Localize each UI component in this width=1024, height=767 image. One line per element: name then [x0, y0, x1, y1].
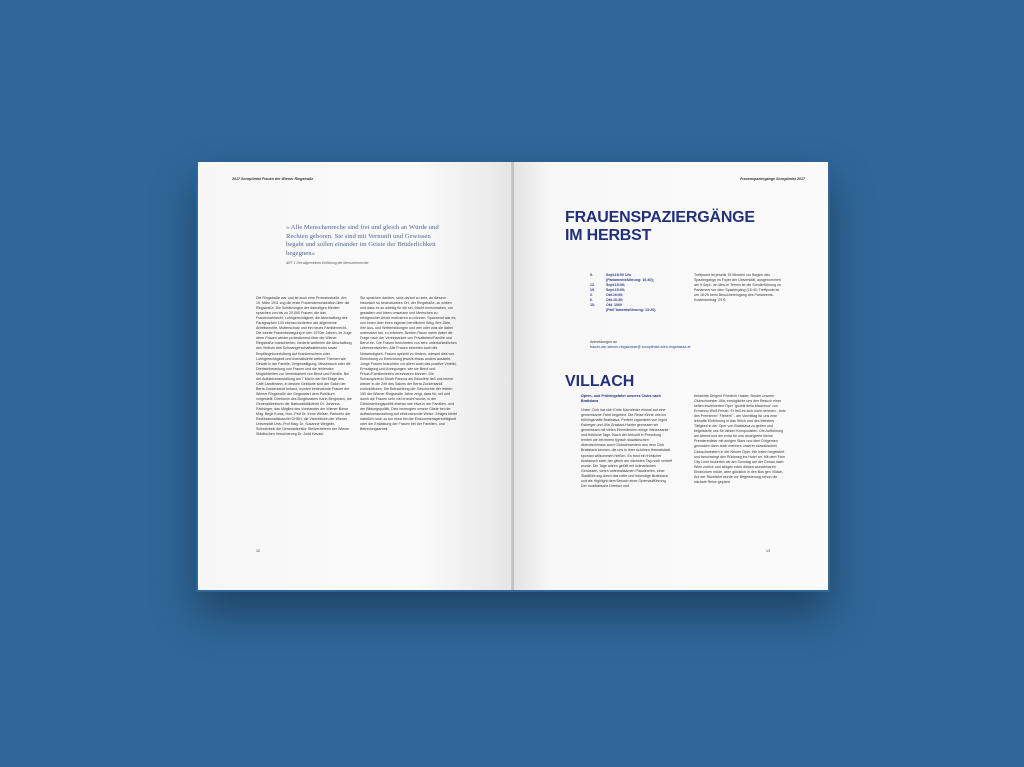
body-text: Die Ringstraße war und ist auch eine Protestsstraße. Am 19. März 1911 zog die erste Frauendemonstration über die Ringstraße. Die Schätzungen der damaligen Medien sprachen von bis zu 20.000 Frauen, die das Frauenwahlrecht, Lohngerechtigkeit, die Abschaffung des Paragraphen 144 ebenso forderten wie allgemeine Arbeitsrechte, Mutterschutz und ein neues Familienrecht. Die zweite Frauenbewegung in den 1970er Jahren, im Zuge derer Frauen wieder protestierend über die Wiener Ringstraße marschierten, forderte weiterhin die Abschaffung des Verbots des Schwangerschaftsabbruchs sowie Empfängnisverhütung auf Krankenschein oder Lohngerechtigkeit und thematisierte weitere Themen wie Gewalt in der Familie, Vergewaltigung, Missbrauch oder die Dreifachbelastung von Frauen und die fehlenden Möglichkeiten zur Vereinbarkeit von Beruf und Familie. Bei der Auftaktveranstaltung am 7 Mai in der Bel Etage des Cafe Landtmann, in dessen Gebäude sich der Salon der Berta Zuckerkandl befand, wurden bedeutende Frauen der Wiener Ringstraße der Gegenwart dem Publikum vorgestellt: Direktorin des Burgtheaters Karin Bergmann, die Generaldirektorin der Nationalbibliothek Dr. Johanna Rachinger, das Mitglied des Vorstandes der Wiener Börse Mag. Birgit Kuras, Hon.-Prof Dr. Irene Welser, Partnerin der Rechtsanwaltskanzlei CHSH, die Vizerektorin der Wiener Universität Univ.-Prof Mag. Dr. Susanne Weigelin-Schwiedrzik die Generaldirektor Stellvertreterin der Wiener Städtischen Versicherung Dr. Judit Havasi. [256, 296, 352, 437]
body-text: bekannte Dirigent Friedrich Haider, Bruder unserer Clubschwester Ulla, ermöglichte uns den Besuch einer selten inszenierten Oper "gioielli della Madonna" von Ermanno Wolf-Ferrari. Er ließ es sich nicht nehmen - trotz des Premieren" Fiebers" - am Vormittag für uns eine lebhafte Einführung in das Stück und des Meisters Tätigkeit in der Oper von Bratislava zu geben und begeisterte uns für diesen Komponisten. Die Aufführung am Abend und die extra für uns arrangierte kleine Premierenfeier mit einigen Stars und dem Dirigenten genossen dann auch mehrere unserer slowakischen Clubschwestern in der Neuen Oper. Wir traten begeistert und beschwingt den Rückweg ins Hotel an. Mit dem Twin City Liner tuckerten wir am Sonntag auf der Donau nach Wien zurück und stiegen nach diesen wunderbaren Eindrücken müde, aber glücklich in den Bus gen Villach. Auf der Rückfahrt wurde vor Begeisterung schon die nächste Reise geplant. [694, 394, 786, 484]
body-column-2 [694, 394, 786, 485]
title-line-1: FRAUENSPAZIERGÄNGE [565, 209, 755, 226]
meeting-info: Treffpunkt ist jeweils 15 Minuten vor Beginn des Spaziergangs im Foyer der Universität, ausgenommen am 9.Sept., an dies-m Termin ist die Sonderführung im Parlament vor dem Spaziergang (16:40; Treffpunkt ist um 16:25 beim Besuchereingang des Parlaments. Kostenbeitrag: 20 €; [694, 273, 781, 303]
date-item: 12. Sept.15:00; [590, 283, 626, 288]
right-page [514, 162, 828, 590]
title-line-2: IM HERBST [565, 227, 652, 244]
date-item: 19. Sept.15:00; [590, 288, 626, 293]
body-column-1 [256, 296, 352, 437]
date-item: (Parlamentsführung: 16:40); [606, 278, 654, 283]
quote-block [286, 224, 446, 265]
date-item: 6. Okt.16:30; [590, 298, 624, 303]
date-list [590, 273, 686, 313]
body-text: Unser Club hat sich Ende Mai wieder einmal auf eine gemeinsame Fahrt begeben: Die Reise führte uns ins frühlingshafte Bratislava. Perfekt organisiert von Ingrid Esberger und Ulla Graziani-Haider genossen wir gemeinsam mit vielen Ehemännern einige interessante und fröhliche Tage. Nach der Ankunft in Pressburg lernten wir bei einem typisch slowakischen Abendschmaus auch Clubschwestern aus dem Club Bratislava kennen, die uns in ihrer schönen Heimatstadt spontan willkommen hießen. Es fand ein fröhlicher Austausch statt, der gleich am nächsten Tag noch vertieft wurde. Die Tage waren gefüllt mit kulinarischen Genüssen, vielen unterhaltsamen Plaudereien, einer Stadtführung durch das nette und lebendige Bratislava und als Highlight dem Besuch einer Opernaufführung. Der musikalische Direktor und [581, 408, 673, 488]
subheading: Opern- und Frühlingsfahrt unseres Clubs nach Bratislava [581, 394, 661, 404]
registration-label: Anmeldungen an [590, 340, 618, 344]
quote-source: ART 1 Der allgemeinen Erklärung der Menschenrechte [286, 261, 369, 266]
left-page [198, 162, 512, 590]
body-column-1 [581, 394, 673, 489]
page-number: 13 [766, 549, 770, 553]
date-item: (Parl"lamentsführung: 13:20). [606, 308, 657, 313]
running-head: 2017 Soroptimist Frauen der Wiener Ringstraße [232, 177, 314, 181]
page-number: 12 [256, 549, 260, 553]
body-column-2 [360, 296, 458, 432]
date-item: 10. Okt. 1000 [590, 303, 622, 308]
registration-email: frauen-der-wiener-ringstrasse@ soroptimist-wien-ringstrasse.at [590, 345, 691, 350]
body-text: Sie sprachen darüber, stolz darauf zu sein, an diesem historisch so bedeutsamen Ort, der Ringstraße, zu wirken und dass es so wichtig für sie sei, Macht innezuhaben, um gestalten und Ideen umsetzen und Menschen zu erfolgreicher Arbeit motivieren zu können. Spannend war es, von ihnen über ihren eigenen beruflichen Weg, ihre Ziele, ihre Aus- und Weiterbildungen und wer oder was sie dabei unterstützt hat, zu erfahren. Breiten Raum nahm dabei die Frage nach der Vereinbarkeit von Privatleben/Familie und Beruf ein. Die Frauen berichteten von sehr unterschiedlichen Lebensentwürfen. Alle Frauen betonten auch die Notwendigkeit, Frauen speziell zu fördern, wieweit dies von Einrichtung zu Einrichtung jeweils etwas anders aussieht. Junge Frauen brauchten vor allem auch das positive Vorbild, Ermutigung und Anregungen, wie sie Beruf und Privat-/Familienleben vereinbaren können. Die Schauspielerin Dinah Pannos als Salonière ließ uns immer wieder in die Zeit des Salons der Berta Zuckerkandl zurückblicken. Die Betrachtung der Geschichte der letzten 150 der Wiener Ringstraße Jahre zeigt, dass für, mit und durch die Frauen sehr viel erreicht wurde, in der Gleichstellungspolitik ebenso wie etwa in der Familien- und der Bildungspolitik. Dies bezeugten unsere Gäste bei der Auftaktveranstaltung auf eindrucksvolle Weise. Einiges bleibt natürlich noch zu tun etwa bei der Einkommensgerechtigkeit oder der Entlastung der Frauen bei der Familien- und Betreuungsarbeit. [360, 296, 457, 432]
running-head: Frauenspaziergänge Soroptimist 2017 [740, 177, 805, 181]
villach-title: VILLACH [565, 373, 635, 390]
date-item: 9. Sept.18:00 Uhr [590, 273, 632, 277]
section-title [565, 209, 755, 245]
date-item: 2. Okt.16:00; [590, 293, 624, 298]
pull-quote: » Alle Menschenreche sind frei und gleich an Würde und Rechten geboren. Sie sind mit Vernunft und Gewissen begabt und sollen einander im Geiste der Brüderlichkeit begegnen« [286, 224, 439, 257]
registration [590, 340, 790, 350]
